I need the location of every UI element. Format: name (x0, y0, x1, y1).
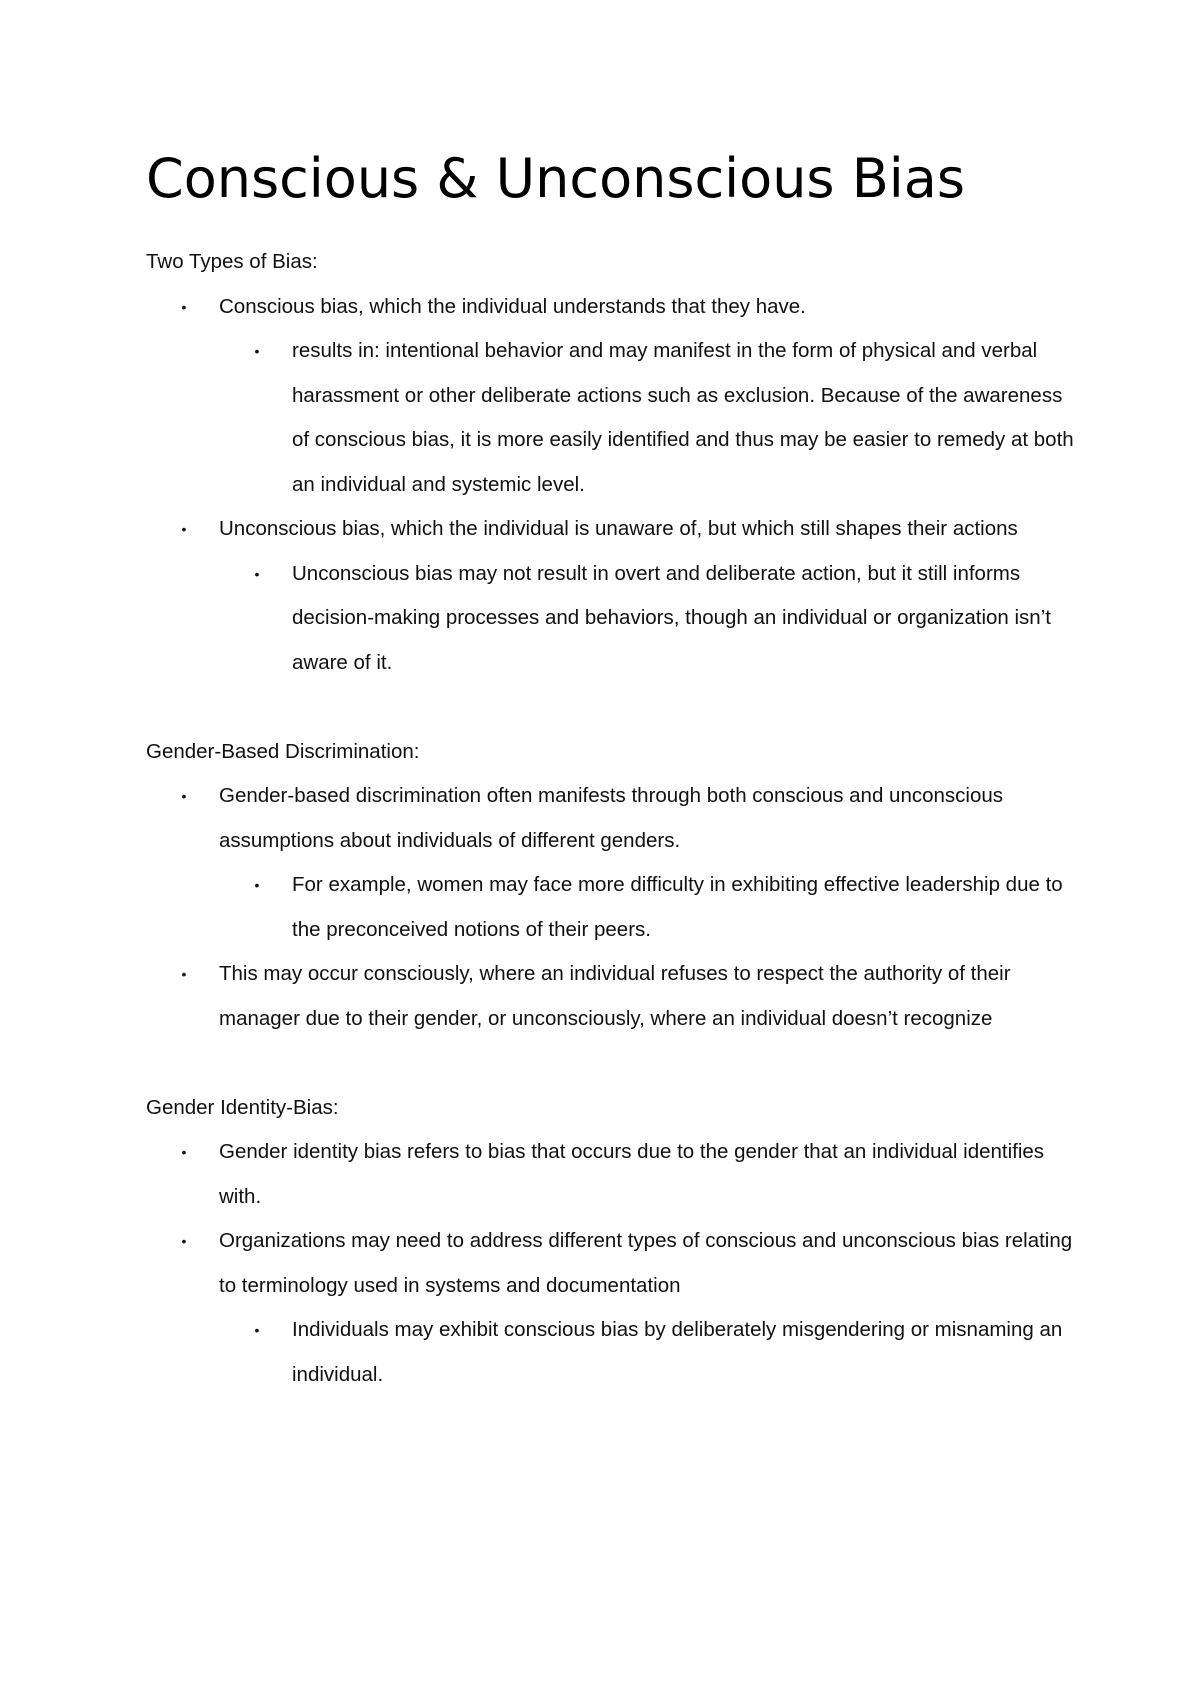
sub-bullet-list (219, 1308, 1076, 1397)
list-item-text: Unconscious bias, which the individual is unaware of, but which still shapes their actions (219, 517, 1018, 540)
document-body (146, 240, 1076, 1397)
sub-list-item-text: results in: intentional behavior and may manifest in the form of physical and verbal harassment or other deliberate actions such as exclusion. Because of the awareness of conscious bias, it is more easily identified and thus may be easier to remedy at both an individual and systemic level. (292, 339, 1074, 496)
sub-list-item (219, 1308, 1076, 1397)
bullet-list (146, 285, 1076, 686)
section-two-types-of-bias (146, 240, 1076, 685)
sub-list-item-text: Unconscious bias may not result in overt and deliberate action, but it still informs decision-making processes and behaviors, though an individual or organization isn’t aware of it. (292, 561, 1051, 674)
bullet-list (146, 774, 1076, 1041)
bullet-icon: • (181, 298, 187, 315)
sub-list-item-text: Individuals may exhibit conscious bias by deliberately misgendering or misnaming an individual. (292, 1318, 1063, 1386)
list-item-text: Organizations may need to address different types of conscious and unconscious bias relating to terminology used in systems and documentation (219, 1229, 1073, 1297)
bullet-icon: • (181, 788, 187, 804)
sub-bullet-list (219, 552, 1076, 686)
bullet-icon: • (181, 1233, 187, 1249)
list-item-text: This may occur consciously, where an individual refuses to respect the authority of their manager due to their gender, or unconsciously, where an individual doesn’t recognize (219, 962, 1011, 1030)
sub-list-item (219, 329, 1076, 507)
bullet-icon: • (254, 565, 260, 582)
list-item-text: Gender-based discrimination often manifests through both conscious and unconscious assumptions about individuals of different genders. (219, 784, 1004, 852)
bullet-icon: • (254, 1322, 260, 1338)
sub-list-item (219, 863, 1076, 952)
page-title: Conscious & Unconscious Bias (146, 147, 965, 210)
sub-list-item-text: For example, women may face more difficulty in exhibiting effective leadership due to the preconceived notions of their peers. (292, 873, 1063, 941)
sub-bullet-list (219, 329, 1076, 507)
sub-list-item (219, 552, 1076, 686)
list-item (146, 1130, 1076, 1219)
sub-bullet-list (219, 863, 1076, 952)
list-item (146, 1219, 1076, 1397)
list-item (146, 774, 1076, 952)
bullet-icon: • (254, 343, 260, 359)
list-item-text: Conscious bias, which the individual understands that they have. (219, 294, 806, 318)
bullet-icon: • (254, 877, 260, 893)
list-item (146, 285, 1076, 508)
section-heading: Gender-Based Discrimination: (146, 739, 420, 763)
bullet-list (146, 1130, 1076, 1397)
section-gender-based-discrimination (146, 730, 1076, 1042)
list-item-text: Gender identity bias refers to bias that occurs due to the gender that an individual identifies with. (219, 1140, 1045, 1208)
section-heading: Gender Identity-Bias: (146, 1095, 339, 1119)
bullet-icon: • (181, 1144, 187, 1160)
section-heading: Two Types of Bias: (146, 250, 318, 273)
list-item (146, 952, 1076, 1041)
section-gender-identity-bias (146, 1086, 1076, 1398)
bullet-icon: • (181, 521, 187, 537)
bullet-icon: • (181, 966, 187, 982)
list-item (146, 507, 1076, 685)
